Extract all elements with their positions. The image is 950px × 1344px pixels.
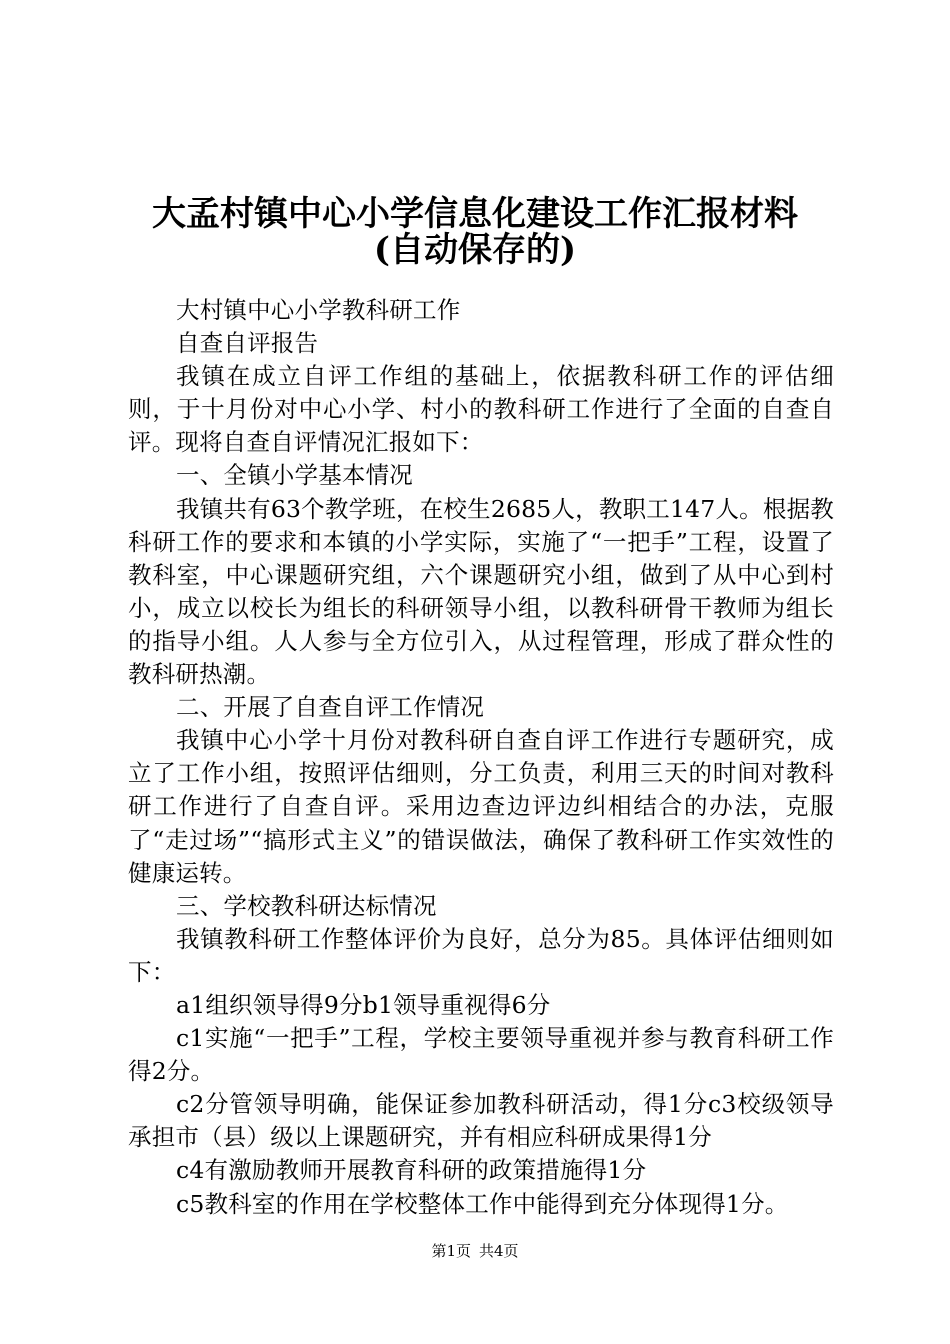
- paragraph: c2分管领导明确，能保证参加教科研活动，得1分c3校级领导承担市（县）级以上课题研究，并有相应科研成果得1分: [128, 1090, 834, 1152]
- document-title: 大孟村镇中心小学信息化建设工作汇报材料: [152, 194, 798, 234]
- paragraph: 自查自评报告: [176, 329, 319, 358]
- paragraph: c4有激励教师开展教育科研的政策措施得1分: [176, 1156, 647, 1185]
- paragraph: a1组织领导得9分b1领导重视得6分: [176, 990, 551, 1019]
- paragraph: 大村镇中心小学教科研工作: [176, 296, 461, 324]
- document-subtitle: (自动保存的): [373, 230, 577, 270]
- section-heading: 二、开展了自查自评工作情况: [176, 693, 485, 722]
- paragraph: c5教科室的作用在学校整体工作中能得到充分体现得1分。: [176, 1189, 789, 1218]
- page-total: 共4页: [479, 1242, 519, 1260]
- paragraph: 我镇教科研工作整体评价为良好，总分为85。具体评估细则如下：: [128, 924, 834, 986]
- page-footer: [0, 1240, 950, 1261]
- document-body: [128, 294, 834, 1221]
- paragraph: c1实施“一把手”工程，学校主要领导重视并参与教育科研工作得2分。: [128, 1024, 834, 1086]
- paragraph: 我镇在成立自评工作组的基础上，依据教科研工作的评估细则，于十月份对中心小学、村小的教科研工作进行了全面的自查自评。现将自查自评情况汇报如下：: [128, 362, 834, 457]
- paragraph: 我镇中心小学十月份对教科研自查自评工作进行专题研究，成立了工作小组，按照评估细则，分工负责，利用三天的时间对教科研工作进行了自查自评。采用边查边评边纠相结合的办法，克服了“走过场”“搞形式主义”的错误做法，确保了教科研工作实效性的健康运转。: [128, 726, 834, 887]
- section-heading: 三、学校教科研达标情况: [176, 891, 437, 920]
- page-number: 第1页: [431, 1242, 471, 1260]
- section-heading: 一、全镇小学基本情况: [176, 461, 413, 490]
- paragraph: 我镇共有63个教学班，在校生2685人，教职工147人。根据教科研工作的要求和本镇的小学实际，实施了“一把手”工程，设置了教科室，中心课题研究组，六个课题研究小组，做到了从中心到村小，成立以校长为组长的科研领导小组，以教科研骨干教师为组长的指导小组。人人参与全方位引入，从过程管理，形成了群众性的教科研热潮。: [128, 494, 834, 689]
